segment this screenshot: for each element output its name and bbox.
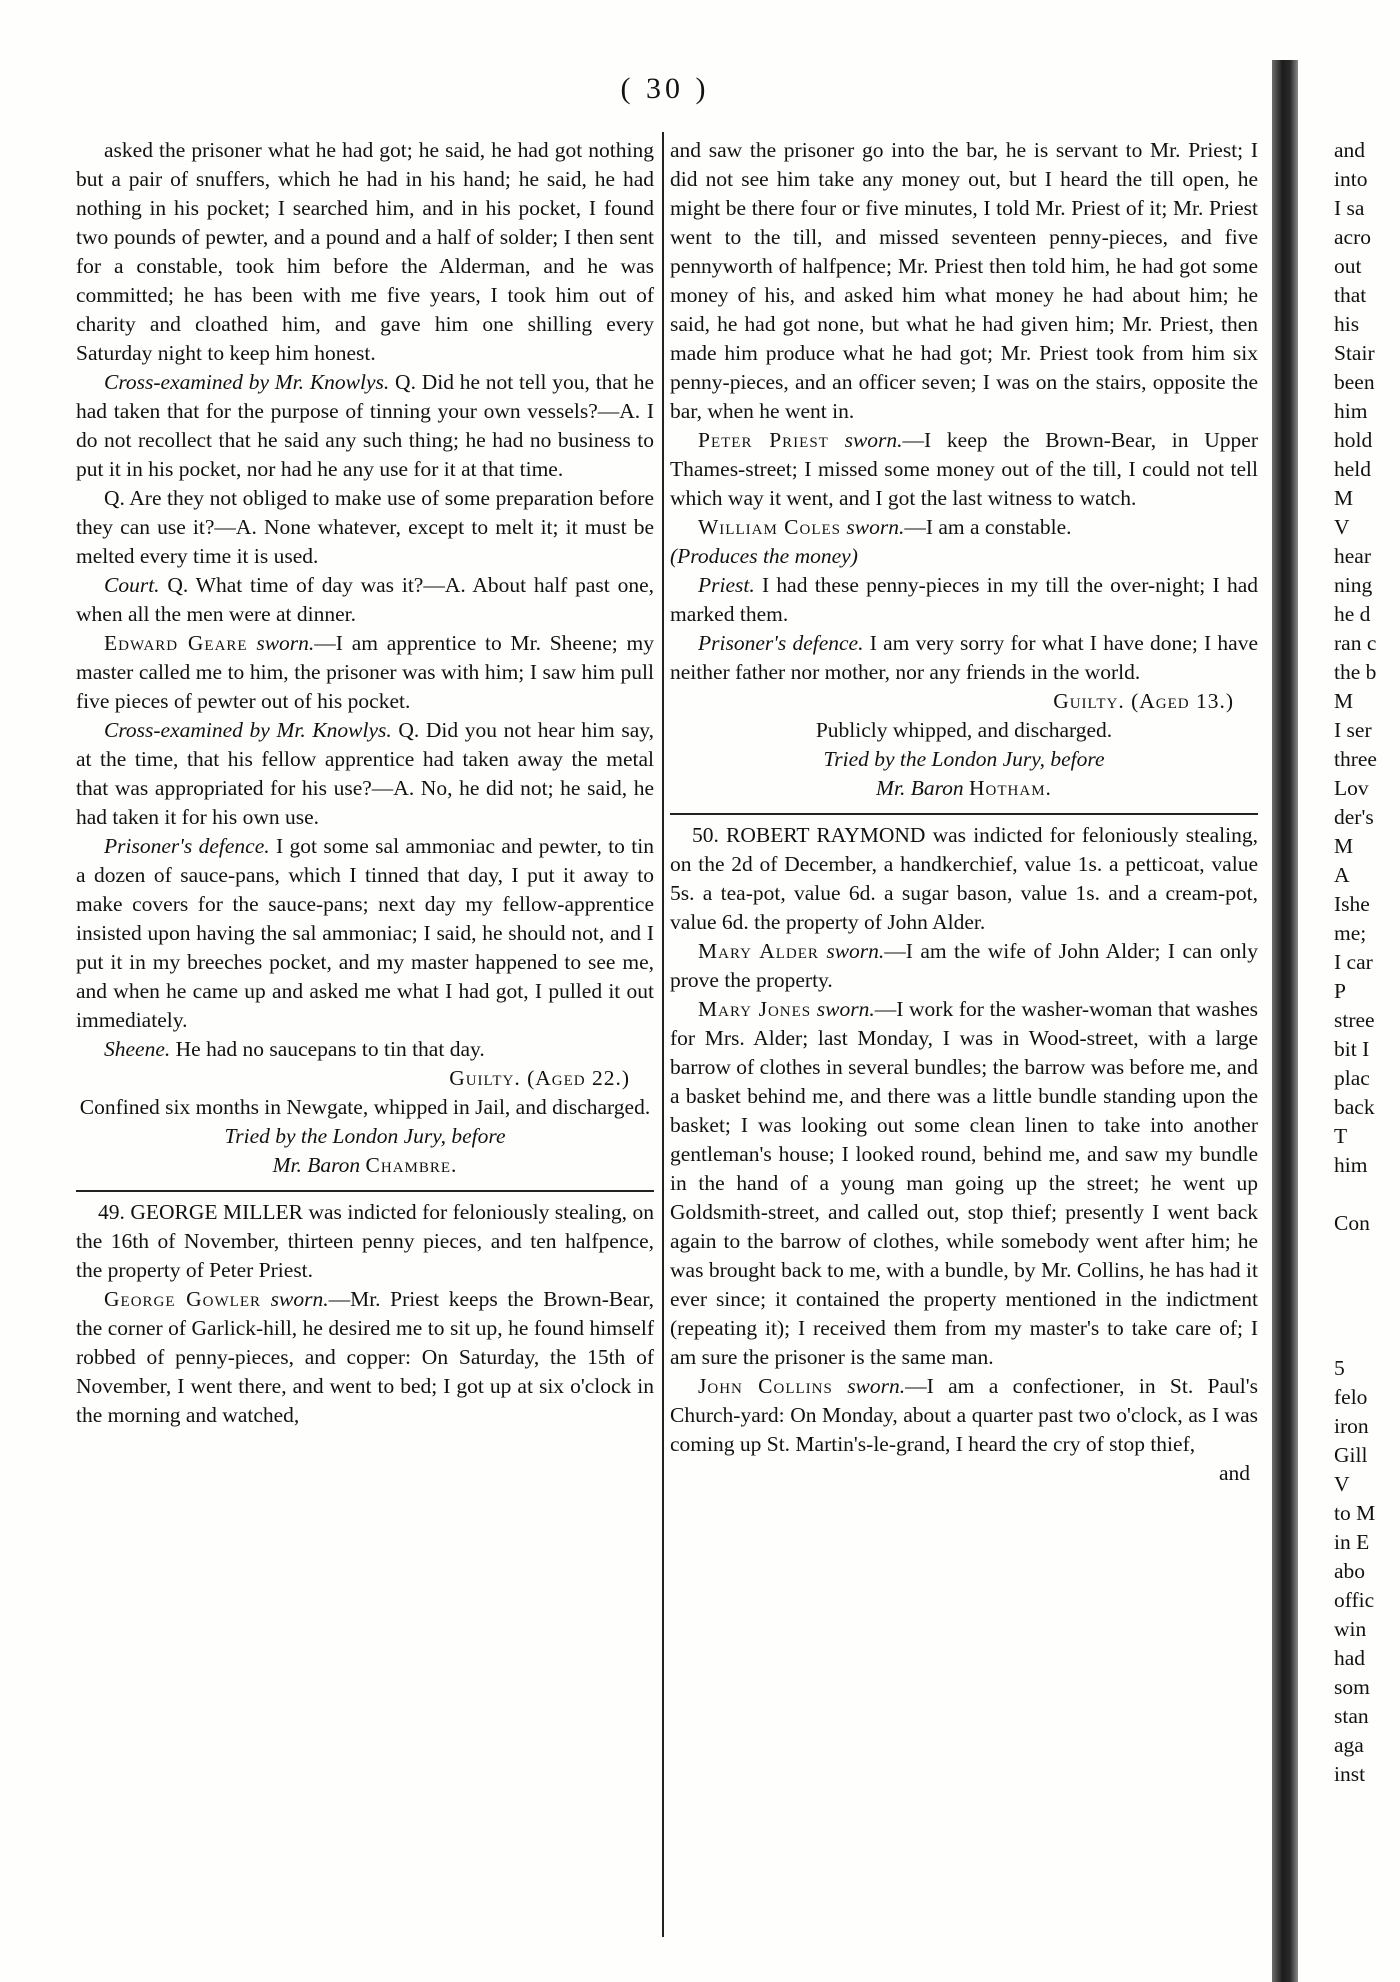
sentence-text: Confined six months in Newgate, whipped in Jail, and discharged. (79, 1095, 651, 1119)
fragment-line: der's (1334, 805, 1374, 829)
fragment-line: him (1334, 1153, 1368, 1177)
right-column (670, 136, 1258, 1488)
tried-by (670, 745, 1258, 774)
fragment-line: him (1334, 399, 1368, 423)
fragment-line: aga (1334, 1733, 1364, 1757)
witness-name: Mary Alder (698, 939, 819, 963)
fragment-line: A (1334, 863, 1350, 887)
witness-name: John Collins (698, 1374, 833, 1398)
paragraph (76, 484, 654, 571)
sworn-label: sworn. (826, 939, 885, 963)
fragment-line: V (1334, 1472, 1350, 1496)
case-divider (76, 1190, 654, 1192)
fragment-line: I sa (1334, 196, 1365, 220)
case-heading (670, 821, 1258, 937)
fragment-line: back (1334, 1095, 1375, 1119)
sentence (76, 1093, 654, 1122)
fragment-line: felo (1334, 1385, 1368, 1409)
next-page-fragment (1334, 136, 1398, 1789)
paragraph-text: and saw the prisoner go into the bar, he is servant to Mr. Priest; I did not see him take any money out, but I heard the till open, he might be there four or five minutes, I told Mr. Priest of it; Mr. Priest went to the till, and missed seventeen penny-pieces, and five pennyworth of halfpence; Mr. Priest then told him, he had got some money of his, and asked him what money he had about him; he said, he had got none, but what he had given him; Mr. Priest, then made him produce what he had got; Mr. Priest took from him six penny-pieces, and an officer seven; I was on the stairs, opposite the bar, when he went in. (670, 138, 1258, 423)
fragment-line: me; (1334, 921, 1367, 945)
verdict-text: Guilty. (Aged 22.) (449, 1066, 630, 1090)
fragment-line (1334, 1267, 1398, 1296)
paragraph (670, 571, 1258, 629)
fragment-line: win (1334, 1617, 1367, 1641)
fragment-line: som (1334, 1675, 1370, 1699)
catchword (670, 1459, 1258, 1488)
fragment-line: Stair (1334, 341, 1375, 365)
paragraph (76, 832, 654, 1035)
fragment-line: M (1334, 834, 1354, 858)
witness-name: Peter Priest (698, 428, 829, 452)
fragment-line: offic (1334, 1588, 1375, 1612)
column-divider (662, 132, 664, 1937)
paragraph-text: He had no saucepans to tin that day. (170, 1037, 485, 1061)
paragraph-text: (Produces the money) (670, 544, 858, 568)
fragment-line: stan (1334, 1704, 1369, 1728)
sworn-label: sworn. (270, 1287, 329, 1311)
verdict-text: Guilty. (Aged 13.) (1053, 689, 1234, 713)
judge (76, 1151, 654, 1180)
paragraph (76, 1285, 654, 1430)
fragment-line: Lov (1334, 776, 1369, 800)
fragment-line: to M (1334, 1501, 1376, 1525)
fragment-line: I ser (1334, 718, 1372, 742)
paragraph-text: —I am the wife of John Alder; I can only prove the property. (670, 939, 1258, 992)
speaker-label: Court. (104, 573, 160, 597)
speaker-label: Priest. (698, 573, 755, 597)
paragraph-text: —I am apprentice to Mr. Sheene; my master called me to him, the prisoner was with him; I saw him pull five pieces of pewter out of his pocket. (76, 631, 654, 713)
fragment-line: in E (1334, 1530, 1370, 1554)
fragment-line: out (1334, 254, 1362, 278)
witness-name: Mary Jones (698, 997, 812, 1021)
paragraph (670, 995, 1258, 1372)
paragraph (670, 1372, 1258, 1459)
tried-by (76, 1122, 654, 1151)
case-text: 50. ROBERT RAYMOND was indicted for feloniously stealing, on the 2d of December, a handkerchief, value 1s. a petticoat, value 5s. a tea-pot, value 6d. a sugar bason, value 1s. and a cream-pot, value 6d. the property of John Alder. (670, 823, 1258, 934)
sentence-text: Publicly whipped, and discharged. (815, 718, 1113, 742)
paragraph (76, 716, 654, 832)
paragraph-text: I had these penny-pieces in my till the over-night; I had marked them. (670, 573, 1258, 626)
tried-by-text: Tried by the London Jury, before (224, 1124, 506, 1148)
left-column (76, 136, 654, 1430)
paragraph (670, 542, 1258, 571)
fragment-line: his (1334, 312, 1360, 336)
witness-name: William Coles (698, 515, 841, 539)
paragraph (670, 937, 1258, 995)
paragraph-text: asked the prisoner what he had got; he said, he had got nothing but a pair of snuffers, which he had in his hand; he said, he had nothing in his pocket; I searched him, and in his pocket, I found two pounds of pewter, and a pound and a half of solder; I then sent for a constable, took him before the Alderman, and he was committed; he has been with me five years, I took him out of charity and cloathed him, and gave him one shilling every Saturday night to keep him honest. (76, 138, 654, 365)
paragraph-text: Q. Did he not tell you, that he had taken that for the purpose of tinning your own vessels?—A. I do not recollect that he said any such thing; he had no business to put it in his pocket, nor had he any use for it at that time. (76, 370, 654, 481)
fragment-line: bit I (1334, 1037, 1370, 1061)
fragment-line: P (1334, 979, 1346, 1003)
paragraph-text: I am very sorry for what I have done; I have neither father nor mother, nor any friends in the world. (670, 631, 1259, 684)
fragment-line: three (1334, 747, 1377, 771)
tried-by-text: Tried by the London Jury, before (823, 747, 1105, 771)
fragment-line: 5 (1334, 1356, 1345, 1380)
fragment-line (1334, 1180, 1398, 1209)
witness-name: Edward Geare (104, 631, 248, 655)
paragraph-text: —Mr. Priest keeps the Brown-Bear, the corner of Garlick-hill, he desired me to sit up, he found himself robbed of penny-pieces, and copper: On Saturday, the 15th of November, I went there, and went to bed; I got up at six o'clock in the morning and watched, (76, 1287, 655, 1427)
judge-name: Chambre. (365, 1153, 458, 1177)
fragment-line: plac (1334, 1066, 1370, 1090)
fragment-line: the b (1334, 660, 1377, 684)
paragraph-text: —I keep the Brown-Bear, in Upper Thames-street; I missed some money out of the till, I could not tell which way it went, and I got the last witness to watch. (670, 428, 1259, 510)
judge-title: Mr. Baron (272, 1153, 361, 1177)
judge-title: Mr. Baron (876, 776, 964, 800)
fragment-line: held (1334, 457, 1372, 481)
fragment-line: Con (1334, 1211, 1370, 1235)
sentence (670, 716, 1258, 745)
fragment-line: iron (1334, 1414, 1369, 1438)
fragment-line: hear (1334, 544, 1371, 568)
fragment-line: acro (1334, 225, 1371, 249)
fragment-line: M (1334, 689, 1354, 713)
paragraph (670, 426, 1258, 513)
sworn-label: sworn. (844, 428, 903, 452)
fragment-line: T (1334, 1124, 1348, 1148)
speaker-label: Prisoner's defence. (698, 631, 864, 655)
paragraph-text: —I am a confectioner, in St. Paul's Church-yard: On Monday, about a quarter past two o'clock, as I was coming up St. Martin's-le-grand, I heard the cry of stop thief, (670, 1374, 1258, 1456)
sworn-label: sworn. (847, 1374, 906, 1398)
fragment-line: he d (1334, 602, 1371, 626)
sworn-label: sworn. (256, 631, 315, 655)
case-divider (670, 813, 1258, 815)
fragment-line (1334, 1238, 1398, 1267)
verdict (670, 687, 1258, 716)
case-text: 49. GEORGE MILLER was indicted for feloniously stealing, on the 16th of November, thirteen penny pieces, and ten halfpence, the property of Peter Priest. (76, 1200, 654, 1282)
paragraph-text: Q. Are they not obliged to make use of some preparation before they can use it?—A. None whatever, except to melt it; it must be melted every time it is used. (76, 486, 654, 568)
fragment-line (1334, 1296, 1398, 1325)
judge (670, 774, 1258, 803)
paragraph (670, 136, 1258, 426)
paragraph (670, 629, 1258, 687)
fragment-line: been (1334, 370, 1375, 394)
page-number: ( 30 ) (620, 72, 710, 105)
speaker-label: Prisoner's defence. (104, 834, 270, 858)
speaker-label: Cross-examined by Mr. Knowlys. (104, 718, 392, 742)
fragment-line: M (1334, 486, 1354, 510)
paragraph (76, 571, 654, 629)
sworn-label: sworn. (846, 515, 905, 539)
paragraph (76, 136, 654, 368)
fragment-line: into (1334, 167, 1368, 191)
fragment-line: stree (1334, 1008, 1375, 1032)
fragment-line: ning (1334, 573, 1373, 597)
fragment-line: Ishe (1334, 892, 1370, 916)
paragraph-text: Q. What time of day was it?—A. About half past one, when all the men were at dinner. (76, 573, 654, 626)
sworn-label: sworn. (816, 997, 875, 1021)
fragment-line: inst (1334, 1762, 1366, 1786)
paragraph (76, 368, 654, 484)
paragraph-text: —I work for the washer-woman that washes for Mrs. Alder; last Monday, I was in Wood-street, with a large barrow of clothes in several bundles; the barrow was before me, and a basket behind me, and there was a little bundle standing upon the basket; I was looking out some clean linen to take into another gentleman's house; I looked round, behind me, and saw my bundle in the hand of a young man going up the street; he went up Goldsmith-street, and called out, stop thief; presently I went back again to the barrow of clothes, while somebody went after him; he was brought back to me, with a bundle, by Mr. Collins, he has had it ever since; it contained the property mentioned in the indictment (repeating it); I received them from my master's to take care of; I am sure the prisoner is the same man. (670, 997, 1258, 1369)
witness-name: George Gowler (104, 1287, 261, 1311)
fragment-line: ran c (1334, 631, 1377, 655)
fragment-line: V (1334, 515, 1350, 539)
paragraph (670, 513, 1258, 542)
binding-shadow (1272, 60, 1298, 1982)
speaker-label: Sheene. (104, 1037, 171, 1061)
judge-name: Hotham. (969, 776, 1052, 800)
fragment-line: I car (1334, 950, 1373, 974)
verdict (76, 1064, 654, 1093)
fragment-line: and (1334, 138, 1366, 162)
fragment-line: abo (1334, 1559, 1366, 1583)
paragraph-text: Q. Did you not hear him say, at the time, that his fellow apprentice had taken away the metal that was appropriated for his use?—A. No, he did not; he said, he had taken it for his own use. (76, 718, 654, 829)
paragraph-text: I got some sal ammoniac and pewter, to tin a dozen of sauce-pans, which I tinned that day, I put it away to make covers for the sauce-pans; next day my fellow-apprentice insisted upon having the sal ammoniac; I said, he should not, and I put it in my breeches pocket, and my master happened to see me, and when he came up and asked me what I had got, I pulled it out immediately. (76, 834, 655, 1032)
fragment-line: that (1334, 283, 1367, 307)
speaker-label: Cross-examined by Mr. Knowlys. (104, 370, 390, 394)
fragment-line: Gill (1334, 1443, 1368, 1467)
fragment-line: had (1334, 1646, 1366, 1670)
paragraph-text: —I am a constable. (904, 515, 1072, 539)
paragraph (76, 629, 654, 716)
case-heading (76, 1198, 654, 1285)
catchword-text: and (1218, 1461, 1250, 1485)
fragment-line (1334, 1325, 1398, 1354)
paragraph (76, 1035, 654, 1064)
fragment-line: hold (1334, 428, 1373, 452)
